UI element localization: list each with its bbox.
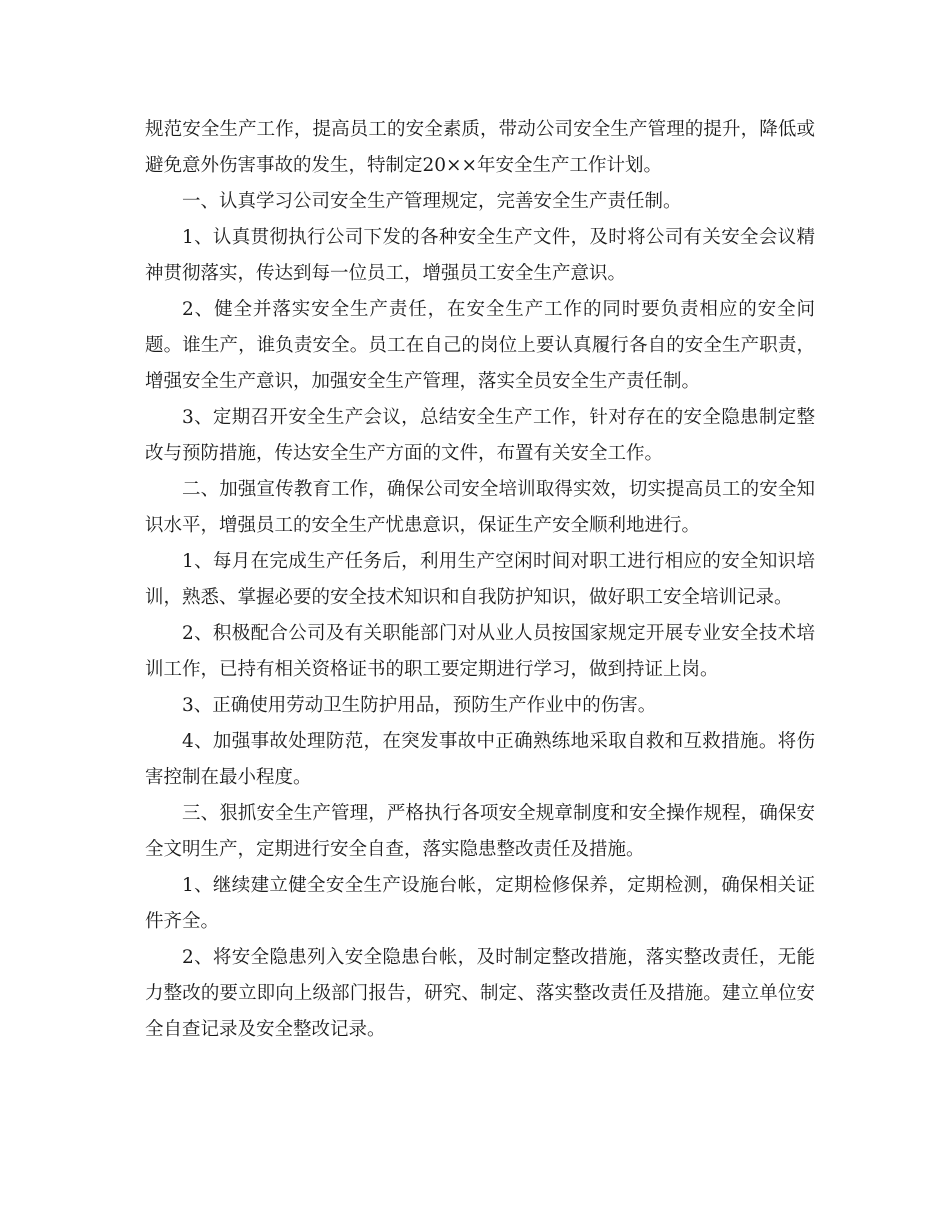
document-body	[145, 112, 815, 1048]
paragraph-section-2-heading: 二、加强宣传教育工作，确保公司安全培训取得实效，切实提高员工的安全知识水平，增强员工的安全生产忧患意识，保证生产安全顺利地进行。	[145, 479, 815, 536]
paragraph-section-2-item-2: 2、积极配合公司及有关职能部门对从业人员按国家规定开展专业安全技术培训工作，已持有相关资格证书的职工要定期进行学习，做到持证上岗。	[145, 623, 815, 680]
paragraph-section-1-item-3: 3、定期召开安全生产会议，总结安全生产工作，针对存在的安全隐患制定整改与预防措施，传达安全生产方面的文件，布置有关安全工作。	[145, 407, 815, 464]
paragraph-section-3-item-2: 2、将安全隐患列入安全隐患台帐，及时制定整改措施，落实整改责任，无能力整改的要立即向上级部门报告，研究、制定、落实整改责任及措施。建立单位安全自查记录及安全整改记录。	[145, 947, 815, 1040]
paragraph-section-1-heading: 一、认真学习公司安全生产管理规定，完善安全生产责任制。	[182, 191, 682, 212]
paragraph-section-1-item-1: 1、认真贯彻执行公司下发的各种安全生产文件，及时将公司有关安全会议精神贯彻落实，传达到每一位员工，增强员工安全生产意识。	[145, 227, 815, 284]
paragraph-section-2-item-1: 1、每月在完成生产任务后，利用生产空闲时间对职工进行相应的安全知识培训，熟悉、掌握必要的安全技术知识和自我防护知识，做好职工安全培训记录。	[145, 551, 815, 608]
paragraph-section-3-item-1: 1、继续建立健全安全生产设施台帐，定期检修保养，定期检测，确保相关证件齐全。	[145, 875, 815, 932]
paragraph-intro: 规范安全生产工作，提高员工的安全素质，带动公司安全生产管理的提升，降低或避免意外伤害事故的发生，特制定20××年安全生产工作计划。	[145, 119, 815, 176]
paragraph-section-2-item-4: 4、加强事故处理防范，在突发事故中正确熟练地采取自救和互救措施。将伤害控制在最小程度。	[145, 731, 815, 788]
paragraph-section-1-item-2: 2、健全并落实安全生产责任，在安全生产工作的同时要负责相应的安全问题。谁生产，谁负责安全。员工在自己的岗位上要认真履行各自的安全生产职责，增强安全生产意识，加强安全生产管理，落实全员安全生产责任制。	[145, 299, 815, 392]
paragraph-section-3-heading: 三、狠抓安全生产管理，严格执行各项安全规章制度和安全操作规程，确保安全文明生产，定期进行安全自查，落实隐患整改责任及措施。	[145, 803, 815, 860]
paragraph-section-2-item-3: 3、正确使用劳动卫生防护用品，预防生产作业中的伤害。	[182, 695, 657, 716]
